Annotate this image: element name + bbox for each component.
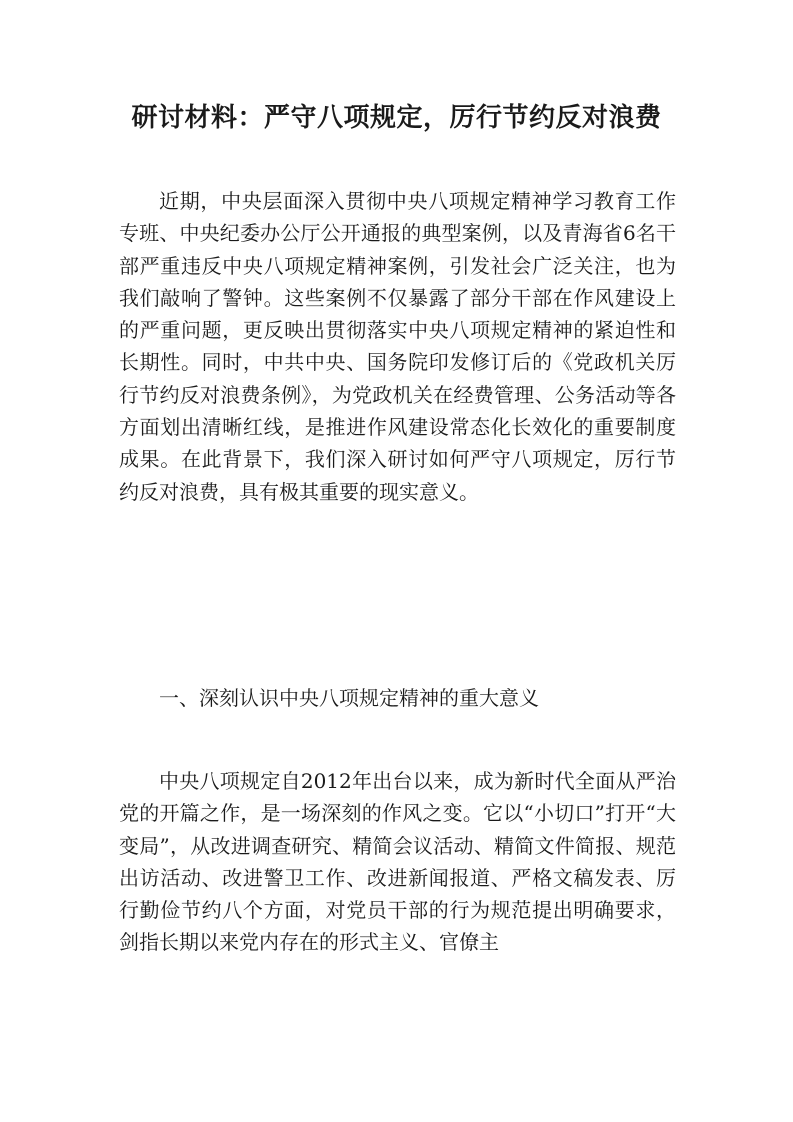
- section-heading: 一、深刻认识中央八项规定精神的重大意义: [159, 686, 539, 710]
- section-paragraph: 中央八项规定自2012年出台以来，成为新时代全面从严治党的开篇之作，是一场深刻的作风之变。它以“小切口”打开“大变局”，从改进调查研究、精简会议活动、精简文件简报、规范出访活动、改进警卫工作、改进新闻报道、严格文稿发表、厉行勤俭节约八个方面，对党员干部的行为规范提出明确要求，剑指长期以来党内存在的形式主义、官僚主: [119, 769, 676, 955]
- document-title: 研讨材料：严守八项规定，厉行节约反对浪费: [131, 103, 662, 133]
- intro-paragraph: 近期，中央层面深入贯彻中央八项规定精神学习教育工作专班、中央纪委办公厅公开通报的典型案例，以及青海省6名干部严重违反中央八项规定精神案例，引发社会广泛关注，也为我们敲响了警钟。这些案例不仅暴露了部分干部在作风建设上的严重问题，更反映出贯彻落实中央八项规定精神的紧迫性和长期性。同时，中共中央、国务院印发修订后的《党政机关厉行节约反对浪费条例》，为党政机关在经费管理、公务活动等各方面划出清晰红线，是推进作风建设常态化长效化的重要制度成果。在此背景下，我们深入研讨如何严守八项规定，厉行节约反对浪费，具有极其重要的现实意义。: [119, 189, 676, 504]
